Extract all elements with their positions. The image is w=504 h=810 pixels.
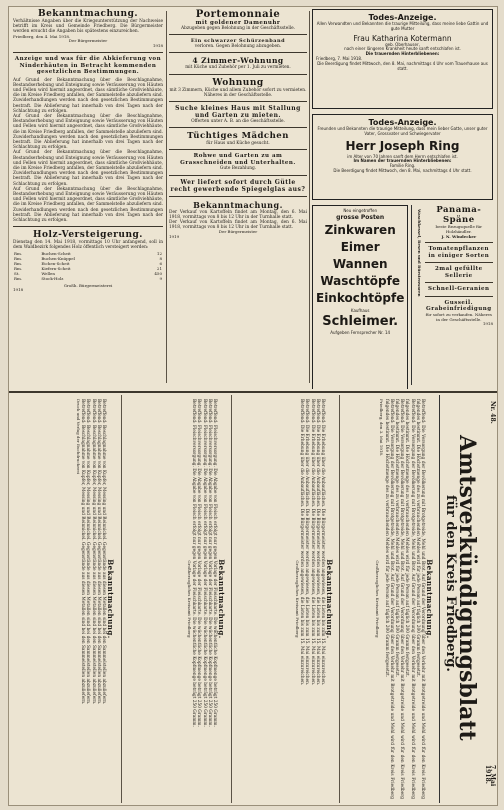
sect-d-title: Bekanntmachung. bbox=[106, 559, 115, 639]
pan-sign: J. N. Windecker bbox=[441, 233, 477, 239]
shop-side-text: Waschkessel, Besen und Bürstenwaren bbox=[417, 209, 423, 297]
sect-a-body-repeat: Betreffend: Die Versorgung der Bevölkerung mit Brotgetreide, Mehl und Brot. Auf Grund der Verordnung über den Verkehr mit Brotgetreide und Mehl wird für den Kreis Friedberg folgendes bestimmt. Die Höchstmenge des zu verbrauchenden Mehles wird für jede Person auf täglich 200 Gramm festgesetzt. bbox=[404, 399, 415, 799]
shop-item: Wannen bbox=[332, 256, 388, 271]
garten-body: Offerten unter A. B. an die Geschäftsstelle. bbox=[191, 119, 285, 125]
tod1-sign: Die trauernden Hinterbliebenen: bbox=[365, 51, 440, 57]
holz-cell: Rm. bbox=[14, 265, 23, 271]
sect-a-body: Betreffend: Die Versorgung der Bevölkerung mit Brotgetreide, Mehl und Brot. Auf Grund der Verordnung über den Verkehr mit Brotgetreide und Mehl wird für den Kreis Friedberg folgendes bestimmt. Die Höchstmenge des zu verbrauchenden Mehles wird für jede Person auf täglich 200 Gramm festgesetzt. bbox=[414, 399, 425, 799]
col2-num: 1919 bbox=[169, 234, 180, 240]
shop-top: Neu eingetroffen bbox=[343, 208, 378, 213]
pan-body: beste Bezugsquelle für Holzhändler. bbox=[435, 224, 483, 234]
divider bbox=[425, 296, 493, 297]
tod1-title: Todes-Anzeige. bbox=[368, 13, 437, 22]
garten-title: Suche kleines Haus mit Stallung und Garten zu mieten. bbox=[175, 105, 301, 120]
holz-cell: Rm. bbox=[14, 275, 23, 281]
sect-a-body-repeat-3: Betreffend: Die Versorgung der Bevölkerung mit Brotgetreide, Mehl und Brot. Auf Grund der Verordnung über den Verkehr mit Brotgetreide und Mehl wird für den Kreis Friedberg folgendes bestimmt. Die Höchstmenge des zu verbrauchenden Mehles wird für jede Person auf täglich 200 Gramm festgesetzt. bbox=[383, 399, 394, 799]
port-sub: mit goldener Damenuhr bbox=[195, 20, 281, 26]
lower-col-4-text bbox=[75, 399, 115, 799]
holz-cell: 9 bbox=[159, 275, 162, 281]
sect-c-body: Betreffend: Fleischversorgung. Die Abgabe von Fleisch erfolgt nur gegen Vorlage der Fleischkarte. Die wöchentliche Kopfmenge beträgt 250 Gramm. bbox=[212, 399, 217, 727]
sect-c-title: Bekanntmachung. bbox=[217, 559, 226, 639]
bek1-sign: Der Bürgermeister bbox=[68, 38, 108, 44]
masthead-date: 7. Mai 1918. bbox=[484, 765, 496, 787]
holz-cell: Buchen-Knüppel bbox=[41, 255, 75, 261]
sect-d-body-repeat-3: Betreffend: Beschlagnahme von Kupfer, Messing und Reinnickel. Gegenstände aus diesen Metallen sind bei den Sammelstellen abzuliefern. bbox=[85, 399, 91, 705]
lower-half bbox=[9, 395, 497, 803]
masthead-title: Amtsverkündigungsblatt bbox=[454, 435, 480, 741]
bek1-title: Bekanntmachung. bbox=[37, 9, 139, 19]
bek1-num: 1918 bbox=[152, 43, 163, 49]
shop-item: Eimer bbox=[340, 239, 380, 254]
lower-col-1-text bbox=[374, 399, 434, 799]
tod1-body2: nach einer längeren Krankheit heute sanft entschlafen ist. bbox=[344, 46, 461, 52]
holz-cell: 8 bbox=[159, 255, 162, 261]
sect-d-body-repeat-2: Betreffend: Beschlagnahme von Kupfer, Messing und Reinnickel. Gegenstände aus diesen Metallen sind bei den Sammelstellen abzuliefern. bbox=[90, 399, 96, 705]
schnell-title: Schnell-Geranien bbox=[428, 286, 490, 293]
divider bbox=[169, 196, 307, 197]
port-body: Abzugeben gegen Belohnung in der Geschäftsstelle. bbox=[181, 26, 295, 31]
column-rule bbox=[166, 11, 167, 383]
divider bbox=[169, 34, 307, 35]
holz-cell: Kiefern-Scheit bbox=[41, 265, 71, 271]
tod1-body: Allen Verwandten und Bekannten die traurige Mitteilung, dass meine liebe Gattin und gute Mutter bbox=[316, 21, 489, 31]
sect-b-body-repeat-3: Betreffend: Die Erhebung über die Anbauflächen. Die Bürgermeister werden angewiesen, die Listen bis zum 15. Mai einzureichen. bbox=[304, 399, 310, 686]
holz-cell: Wellen bbox=[41, 270, 55, 276]
column-rule bbox=[309, 11, 310, 383]
holz-title: Holz-Versteigerung. bbox=[33, 230, 143, 241]
todes-anzeige-1 bbox=[312, 9, 493, 109]
pan-title: Panama-Späne bbox=[436, 205, 482, 225]
col1-num: 1918 bbox=[13, 287, 24, 293]
anz-body-repeat-2: Auf Grund der Bekanntmachung über die Beschlagnahme, Bestandserhebung und Enteignung sowie Veräusserung von Häuten und Fellen wird hiermit angeordnet, dass sämtliche Großviehhäute, die im Kreise Friedberg anfallen, der Sammelstelle abzuliefern sind. Zuwiderhandlungen werden nach den gesetzlichen Bestimmungen bestraft. Die Ablieferung hat innerhalb von drei Tagen nach der Schlachtung zu erfolgen. bbox=[13, 150, 163, 187]
shop-item: grosse Posten bbox=[336, 213, 385, 221]
shop-name: Schleimer. bbox=[322, 313, 399, 329]
holz-cell: Rm. bbox=[14, 250, 23, 256]
tod2-funeral: Die Beerdigung findet Mittwoch, den 8. Mai, nachmittags 4 Uhr statt. bbox=[333, 167, 472, 173]
sell-title: 2mal gefüllte Sellerie bbox=[434, 266, 483, 279]
divider bbox=[13, 226, 163, 227]
tod2-family: Familie Ring. bbox=[389, 163, 416, 169]
lower-col-2-text bbox=[294, 399, 334, 799]
bekm-body: Der Verkauf von Kartoffeln findet am Montag, den 6. Mai 1918, vormittags von 8 bis 12 Uhr in der Turnhalle statt. bbox=[169, 209, 307, 220]
sect-c-body-repeat-3: Betreffend: Fleischversorgung. Die Abgabe von Fleisch erfolgt nur gegen Vorlage der Fleischkarte. Die wöchentliche Kopfmenge beträgt 250 Gramm. bbox=[196, 399, 202, 727]
sect-b-body: Betreffend: Die Erhebung über die Anbauflächen. Die Bürgermeister werden angewiesen, die Listen bis zum 15. Mai einzureichen. bbox=[320, 399, 325, 686]
shop-items bbox=[316, 214, 404, 307]
sect-b-title: Bekanntmachung. bbox=[325, 559, 334, 639]
port-title: Portemonnaie bbox=[195, 9, 281, 20]
holz-cell: Stock-Holz bbox=[41, 275, 64, 281]
holz-cell: St. bbox=[14, 270, 20, 276]
column-3 bbox=[312, 9, 493, 389]
lower-col-2 bbox=[231, 395, 338, 803]
divider bbox=[169, 127, 307, 128]
shop-kh: Kaufhaus bbox=[350, 307, 370, 313]
lower-col-4 bbox=[11, 395, 119, 803]
lower-col-1 bbox=[339, 395, 438, 803]
divider bbox=[169, 52, 307, 53]
holz-cell: Rm. bbox=[14, 260, 23, 266]
sign-line: Großherzogliches Kreisamt Friedberg bbox=[294, 560, 300, 638]
shop-item: Einkochtöpfe bbox=[316, 290, 405, 305]
masthead-issue: Nr. 48. bbox=[489, 401, 496, 424]
sect-d-body: Betreffend: Beschlagnahme von Kupfer, Messing und Reinnickel. Gegenstände aus diesen Metallen sind bei den Sammelstellen abzuliefern. bbox=[101, 399, 106, 705]
masthead-sub: für den Kreis Friedberg. bbox=[443, 495, 458, 672]
sign-line: Großherzogliches Kreisamt Friedberg bbox=[186, 560, 192, 638]
tod1-funeral: Die Beerdigung findet Mittwoch, den 8. Mai, nachmittags 4 Uhr vom Trauerhause aus statt. bbox=[317, 60, 488, 71]
sect-d-body-repeat-4: Betreffend: Beschlagnahme von Kupfer, Messing und Reinnickel. Gegenstände aus diesen Metallen sind bei den Sammelstellen abzuliefern. bbox=[80, 399, 86, 705]
sect-a-title: Bekanntmachung. bbox=[425, 559, 434, 639]
todes-anzeige-2 bbox=[312, 114, 493, 200]
anz-body-repeat-3: Auf Grund der Bekanntmachung über die Beschlagnahme, Bestandserhebung und Enteignung sowie Veräusserung von Häuten und Fellen wird hiermit angeordnet, dass sämtliche Großviehhäute, die im Kreise Friedberg anfallen, der Sammelstelle abzuliefern sind. Zuwiderhandlungen werden nach den gesetzlichen Bestimmungen bestraft. Die Ablieferung hat innerhalb von drei Tagen nach der Schlachtung zu erfolgen. bbox=[13, 186, 163, 223]
anz-title: Anzeige und was für die Abkieferung von Ninderhäuten in Betracht kommenden gesetzlichen Bestimmungen. bbox=[14, 56, 162, 75]
wohnung-body: mit 3 Zimmern, Küche und allem Zubehör sofort zu vermieten. Näheres in der Geschäftsstelle. bbox=[169, 87, 307, 98]
sect-c-body-repeat-2: Betreffend: Fleischversorgung. Die Abgabe von Fleisch erfolgt nur gegen Vorlage der Fleischkarte. Die wöchentliche Kopfmenge beträgt 250 Gramm. bbox=[201, 399, 207, 727]
holz-sign: Großh. Bürgermeisterei bbox=[63, 282, 113, 288]
holz-intro: Dienstag den 14. Mai 1918, vormittags 10 Uhr anfangend, soll in dem Waldbezirk folgendes Holz öffentlich versteigert werden: bbox=[13, 240, 163, 251]
gusseis-body: für sofort zu verkaufen. Näheres in der Geschäftsstelle. bbox=[425, 311, 492, 322]
bekm-body-repeat: Der Verkauf von Kartoffeln findet am Montag, den 6. Mai 1918, vormittags von 8 bis 12 Uhr in der Turnhalle statt. bbox=[169, 220, 307, 231]
kraut-title: Rohwe und Garten zu am Grasschneiden und Unterhalten. bbox=[180, 153, 296, 166]
masthead-strip bbox=[439, 395, 497, 803]
gusseis-title: Gusseil. Grabeinfriedigung bbox=[426, 299, 492, 313]
maed-title: Tüchtiges Mädchen bbox=[187, 131, 289, 142]
holz-table bbox=[13, 251, 163, 281]
holz-row bbox=[13, 276, 163, 281]
lower-col-3-text bbox=[186, 399, 226, 799]
schuh-body: verloren. Gegen Belohnung abzugeben. bbox=[194, 44, 282, 50]
shop-item: Zinkwaren bbox=[324, 222, 396, 237]
bek1-date: Friedberg, den 4. Mai 1918. bbox=[13, 33, 71, 39]
holz-cell: 450 bbox=[154, 270, 162, 276]
shop-sidebar bbox=[411, 205, 421, 385]
sect-b-body-repeat: Betreffend: Die Erhebung über die Anbauflächen. Die Bürgermeister werden angewiesen, die Listen bis zum 15. Mai einzureichen. bbox=[314, 399, 320, 686]
sign-line: Großherzogliches Kreisamt Friedberg bbox=[374, 560, 380, 638]
tod1-name: Frau Katharina Kotermann bbox=[353, 33, 452, 43]
tod2-title: Todes-Anzeige. bbox=[368, 118, 437, 127]
zimmer-body: mit Küche und Zubehör per 1. Juli zu vermieten. bbox=[185, 65, 291, 71]
newspaper-page bbox=[8, 6, 498, 806]
tod2-name: Herr Joseph Ring bbox=[345, 138, 460, 153]
column-2 bbox=[169, 9, 307, 389]
schuh-title: Ein schwarzer Schürzenband bbox=[190, 38, 286, 45]
shop-ad-row bbox=[312, 205, 493, 389]
shop-foot: Aufgeben Fernsprecher Nr. 14 bbox=[330, 329, 391, 335]
sect-b-body-repeat-4: Betreffend: Die Erhebung über die Anbauflächen. Die Bürgermeister werden angewiesen, die Listen bis zum 15. Mai einzureichen. bbox=[299, 399, 305, 686]
shop-ad bbox=[312, 205, 408, 389]
sect-b-body-repeat-2: Betreffend: Die Erhebung über die Anbauflächen. Die Bürgermeister werden angewiesen, die Listen bis zum 15. Mai einzureichen. bbox=[309, 399, 315, 686]
divider bbox=[425, 262, 493, 263]
anz-body-repeat: Auf Grund der Bekanntmachung über die Beschlagnahme, Bestandserhebung und Enteignung sowie Veräusserung von Häuten und Fellen wird hiermit angeordnet, dass sämtliche Großviehhäute, die im Kreise Friedberg anfallen, der Sammelstelle abzuliefern sind. Zuwiderhandlungen werden nach den gesetzlichen Bestimmungen bestraft. Die Ablieferung hat innerhalb von drei Tagen nach der Schlachtung zu erfolgen. bbox=[13, 113, 163, 151]
holz-cell: Eichen-Scheit bbox=[41, 260, 70, 266]
tod1-geb: geb. Oberhauser, bbox=[385, 41, 420, 47]
zimmer-title: 4 Zimmer-Wohnung bbox=[192, 56, 284, 66]
divider bbox=[425, 242, 493, 243]
date-line: Friedberg, den 3. Mai 1918. bbox=[379, 399, 385, 457]
col3-num: 1918 bbox=[482, 321, 493, 327]
bekm-sign: Der Bürgermeister bbox=[218, 229, 258, 235]
wer-title: Wer liefert sofort durch Gütle recht gewerbende Spiegelglas aus? bbox=[170, 178, 306, 193]
divider bbox=[169, 74, 307, 75]
sect-d-body-repeat: Betreffend: Beschlagnahme von Kupfer, Messing und Reinnickel. Gegenstände aus diesen Metallen sind bei den Sammelstellen abzuliefern. bbox=[95, 399, 101, 705]
divider bbox=[169, 175, 307, 176]
foot-line: Druck und Verlag der Buchdruckerei bbox=[75, 399, 81, 474]
tod2-sign: Im Namen der trauernden Hinterbliebenen: bbox=[353, 158, 452, 164]
tod1-date: Friedberg, 7. Mai 1918. bbox=[316, 55, 363, 61]
divider bbox=[13, 52, 163, 53]
lower-col-3 bbox=[121, 395, 230, 803]
divider bbox=[425, 282, 493, 283]
holz-cell: 6 bbox=[159, 260, 162, 266]
divider bbox=[169, 101, 307, 102]
maed-body: für Haus und Küche gesucht. bbox=[206, 141, 270, 147]
sect-a-body-repeat-2: Betreffend: Die Versorgung der Bevölkerung mit Brotgetreide, Mehl und Brot. Auf Grund der Verordnung über den Verkehr mit Brotgetreide und Mehl wird für den Kreis Friedberg folgendes bestimmt. Die Höchstmenge des zu verbrauchenden Mehles wird für jede Person auf täglich 200 Gramm festgesetzt. bbox=[393, 399, 405, 799]
tod2-age: im Alter von 70 Jahren sanft dem Herrn entschlafen ist. bbox=[347, 153, 458, 159]
tod2-body: Freunden und Bekannten die traurige Mitteilung, dass mein lieber Gatte, unser guter Vater, Grossvater und Schwiegervater bbox=[317, 126, 488, 136]
right-ads bbox=[425, 205, 493, 389]
page-fold-rule bbox=[9, 391, 497, 393]
anz-body: Auf Grund der Bekanntmachung über die Beschlagnahme, Bestandserhebung und Enteignung sowie Veräusserung von Häuten und Fellen wird hiermit angeordnet, dass sämtliche Großviehhäute, die im Kreise Friedberg anfallen, der Sammelstelle abzuliefern sind. Zuwiderhandlungen werden nach den gesetzlichen Bestimmungen bestraft. Die Ablieferung hat innerhalb von drei Tagen nach der Schlachtung zu erfolgen. bbox=[13, 77, 163, 114]
kraut-body: Gute Bezahlung. bbox=[219, 166, 257, 172]
sect-c-body-repeat-4: Betreffend: Fleischversorgung. Die Abgabe von Fleisch erfolgt nur gegen Vorlage der Fleischkarte. Die wöchentliche Kopfmenge beträgt 250 Gramm. bbox=[191, 399, 197, 727]
shop-item: Waschtöpfe bbox=[320, 273, 400, 288]
holz-cell: 12 bbox=[156, 250, 162, 256]
bekm-title: Bekanntmachung. bbox=[193, 199, 283, 210]
divider bbox=[169, 149, 307, 150]
wohnung-title: Wohnung bbox=[212, 77, 264, 88]
sect-c-body-repeat: Betreffend: Fleischversorgung. Die Abgabe von Fleisch erfolgt nur gegen Vorlage der Fleischkarte. Die wöchentliche Kopfmenge beträgt 250 Gramm. bbox=[206, 399, 212, 727]
bek1-body: Verhältnisse Angaben über die Kriegsunterstützung der Nachweise betrifft im Kreis und Gemeinde Friedberg. Die Bürgermeister werden ersucht die Angaben bis spätestens einzureichen. bbox=[13, 19, 163, 35]
holz-cell: 21 bbox=[156, 265, 162, 271]
column-1 bbox=[13, 9, 163, 389]
holz-cell: Rm. bbox=[14, 255, 23, 261]
tomat-title: Tomatenpflanzen in einiger Sorten bbox=[428, 246, 490, 259]
holz-cell: Buchen-Scheit bbox=[41, 250, 71, 256]
